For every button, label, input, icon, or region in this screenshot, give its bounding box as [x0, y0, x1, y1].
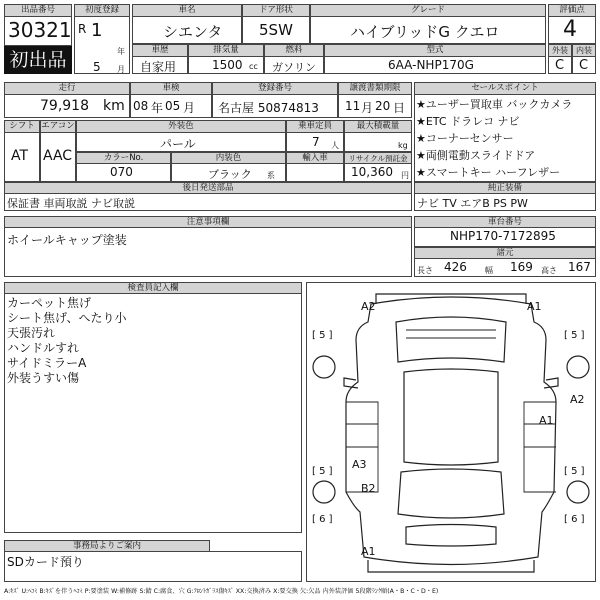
- tire-label-r2: [ 6 ]: [564, 514, 585, 525]
- legend: A:ｷｽﾞ U:ﾍｺﾐ B:ｷｽﾞを伴うﾍｺﾐ P:要塗装 W:補修跡 S:錆 C:腐食、穴 G:ﾌﾛﾝﾄｶﾞﾗｽ傷ｷｽﾞ XX:交換済み X:要交換 欠:欠品 内外装評価 5段階ﾗﾝｸ順(A・B・C・D・E): [4, 588, 439, 595]
- mileage-header: 走行: [4, 82, 130, 95]
- tire-rear-left: [313, 481, 335, 503]
- type-value: 6AA-NHP170G: [388, 58, 474, 72]
- inspector-line-2: シート焦げ、へたり小: [7, 311, 127, 325]
- inspector-header: 検査員記入欄: [4, 282, 302, 294]
- sales-point-5: ★スマートキー ハーフレザー: [416, 166, 561, 179]
- inspection-year-unit: 年: [151, 101, 164, 115]
- int-grade-value: C: [579, 58, 589, 73]
- import-header: 輸入車: [286, 152, 344, 164]
- tire-front-left: [313, 356, 335, 378]
- mileage-value: 79,918: [40, 98, 89, 114]
- inspector-line-3: 天張汚れ: [7, 326, 56, 340]
- first-reg-year-unit: 年: [117, 47, 125, 56]
- dims-width: 169: [510, 260, 533, 274]
- aircon-value: AAC: [43, 148, 73, 164]
- chassis-value: NHP170-7172895: [450, 229, 556, 243]
- ext-grade-value: C: [555, 58, 565, 73]
- tire-label-rr: [ 5 ]: [564, 466, 585, 477]
- notes-header: 注意事項欄: [4, 216, 412, 228]
- tire-rear-right: [567, 481, 589, 503]
- recycle-unit: 円: [401, 171, 409, 180]
- type-header: 型式: [324, 44, 546, 57]
- displacement-value: 1500: [212, 58, 243, 72]
- tire-label-fl: [ 5 ]: [312, 330, 333, 341]
- recycle-value: 10,360: [351, 165, 393, 179]
- displacement-header: 排気量: [188, 44, 264, 57]
- damage-mark: A1: [539, 414, 554, 427]
- ext-color-header: 外装色: [76, 120, 286, 133]
- office-value: SDカード預り: [7, 555, 84, 569]
- first-reg-header: 初度登録: [74, 4, 130, 17]
- door-value: 5SW: [259, 21, 293, 39]
- score-header: 評価点: [548, 4, 596, 17]
- deadline-header: 譲渡書類期限: [338, 82, 412, 95]
- inspector-line-4: ハンドルすれ: [7, 341, 80, 355]
- inspection-year: 08: [133, 99, 149, 113]
- int-grade-header: 内装: [572, 44, 596, 57]
- mileage-unit: km: [103, 98, 125, 114]
- shift-value: AT: [11, 148, 29, 164]
- capacity-unit: 人: [331, 141, 339, 150]
- later-docs-header: 後日発送部品: [4, 182, 412, 194]
- ext-grade-header: 外装: [548, 44, 572, 57]
- inspector-line-5: サイドミラーA: [7, 356, 87, 370]
- dims-length: 426: [444, 260, 467, 274]
- model-header: 車名: [132, 4, 242, 17]
- first-reg-year: 1: [91, 20, 103, 41]
- inspection-header: 車検: [130, 82, 212, 95]
- model-name: シエンタ: [163, 23, 223, 41]
- history-value: 自家用: [140, 60, 177, 74]
- fuel-header: 燃料: [264, 44, 324, 57]
- sales-point-1: ★ユーザー買取車 バックカメラ: [416, 98, 573, 111]
- int-color-suffix: 系: [267, 171, 275, 180]
- grade-value: ハイブリッドG クエロ: [350, 23, 500, 41]
- import-box: [286, 163, 344, 182]
- first-reg-month: 5: [93, 60, 101, 74]
- capacity-header: 乗車定員: [286, 120, 344, 133]
- grade-header: グレード: [310, 4, 546, 17]
- color-no-value: 070: [110, 165, 133, 179]
- history-header: 車歴: [132, 44, 188, 57]
- tire-label-rl: [ 5 ]: [312, 466, 333, 477]
- notes-value: ホイールキャップ塗装: [7, 233, 127, 247]
- plate-header: 登録番号: [212, 82, 338, 95]
- tire-front-right: [567, 356, 589, 378]
- tire-label-fr: [ 5 ]: [564, 330, 585, 341]
- inspection-month: 05: [165, 99, 181, 113]
- sales-point-2: ★ETC ドラレコ ナビ: [416, 115, 520, 128]
- score-value: 4: [563, 17, 577, 42]
- car-diagram: [306, 282, 596, 582]
- plate-value: 名古屋 50874813: [218, 101, 319, 115]
- damage-mark: A3: [352, 458, 367, 471]
- max-load-header: 最大積載量: [344, 120, 412, 133]
- first-reg-era: R: [78, 22, 87, 36]
- dims-header: 諸元: [414, 247, 596, 259]
- inspector-line-6: 外装うすい傷: [7, 371, 80, 385]
- int-color-value: ブラック: [208, 168, 252, 181]
- deadline-month: 11: [345, 99, 361, 113]
- max-load-unit: kg: [398, 141, 408, 150]
- lot-header: 出品番号: [4, 4, 72, 17]
- first-reg-month-unit: 月: [117, 65, 125, 74]
- genuine-header: 純正装備: [414, 182, 596, 194]
- dims-length-label: 長さ: [417, 266, 433, 275]
- color-no-header: カラーNo.: [76, 152, 171, 164]
- tire-label-l2: [ 6 ]: [312, 514, 333, 525]
- ext-color-value: パール: [160, 137, 196, 151]
- damage-mark: A1: [361, 545, 376, 558]
- damage-mark: A1: [527, 300, 542, 313]
- dims-width-label: 幅: [485, 266, 493, 275]
- sales-points-header: セールスポイント: [414, 82, 596, 95]
- door-header: ドア形状: [242, 4, 310, 17]
- lot-number: 30321: [8, 18, 72, 42]
- int-color-header: 内装色: [171, 152, 286, 164]
- damage-mark: A2: [361, 300, 376, 313]
- inspection-month-unit: 月: [183, 101, 196, 115]
- deadline-day-unit: 日: [393, 101, 406, 115]
- damage-mark: B2: [361, 482, 376, 495]
- shift-header: シフト: [4, 120, 40, 133]
- displacement-unit: cc: [249, 62, 258, 71]
- dims-height-label: 高さ: [541, 266, 557, 275]
- damage-mark: A2: [570, 393, 585, 406]
- later-docs-value: 保証書 車両取説 ナビ取説: [7, 197, 135, 210]
- dims-height: 167: [568, 260, 591, 274]
- first-listing-badge: 初出品: [4, 46, 72, 74]
- chassis-header: 車台番号: [414, 216, 596, 228]
- deadline-month-unit: 月: [361, 101, 374, 115]
- recycle-header: リサイクル預託金: [344, 152, 412, 164]
- sales-point-4: ★両側電動スライドドア: [416, 149, 536, 162]
- genuine-value: ナビ TV エアB PS PW: [417, 197, 528, 210]
- inspector-line-1: カーペット焦げ: [7, 296, 92, 310]
- fuel-value: ガソリン: [272, 61, 316, 74]
- office-header: 事務局よりご案内: [4, 540, 210, 552]
- capacity-value: 7: [312, 135, 320, 149]
- aircon-header: エアコン: [41, 121, 75, 131]
- deadline-day: 20: [375, 99, 391, 113]
- sales-point-3: ★コーナーセンサー: [416, 132, 514, 145]
